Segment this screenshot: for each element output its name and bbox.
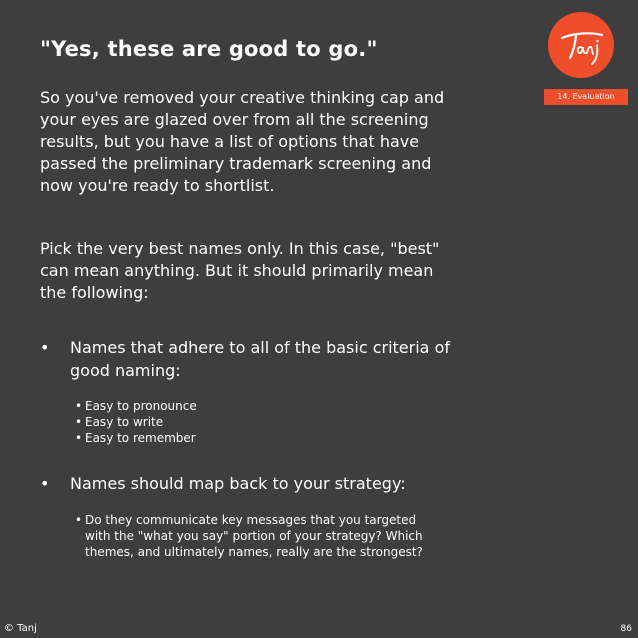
bullet-marker: • — [40, 474, 50, 493]
slide-title: "Yes, these are good to go." — [40, 37, 378, 61]
sub-list-strategy — [75, 512, 435, 560]
bullet-marker: • — [40, 338, 50, 357]
section-tag: 14. Evaluation — [544, 89, 628, 105]
sub-list-criteria — [75, 398, 435, 446]
footer-copyright: © Tanj — [4, 623, 37, 634]
tanj-logo-signature — [548, 12, 614, 78]
bullet-text: Names that adhere to all of the basic criteria of good naming: — [70, 338, 450, 380]
tanj-logo — [548, 12, 614, 78]
sub-item: • Easy to pronounce — [75, 398, 435, 414]
sub-item: • Easy to write — [75, 414, 435, 430]
page-number: 86 — [620, 624, 632, 634]
bullet-text: Names should map back to your strategy: — [70, 474, 406, 493]
selection-paragraph: Pick the very best names only. In this case, "best" can mean anything. But it should primarily mean the following: — [40, 239, 440, 302]
sub-item: • Easy to remember — [75, 430, 435, 446]
intro-paragraph: So you've removed your creative thinking cap and your eyes are glazed over from all the screening results, but you have a list of options that have passed the preliminary trademark screening and now you're ready to shortlist. — [40, 88, 445, 195]
sub-item: • Do they communicate key messages that you targeted with the "what you say" portion of your strategy? Which themes, and ultimately names, really are the strongest? — [75, 512, 435, 560]
